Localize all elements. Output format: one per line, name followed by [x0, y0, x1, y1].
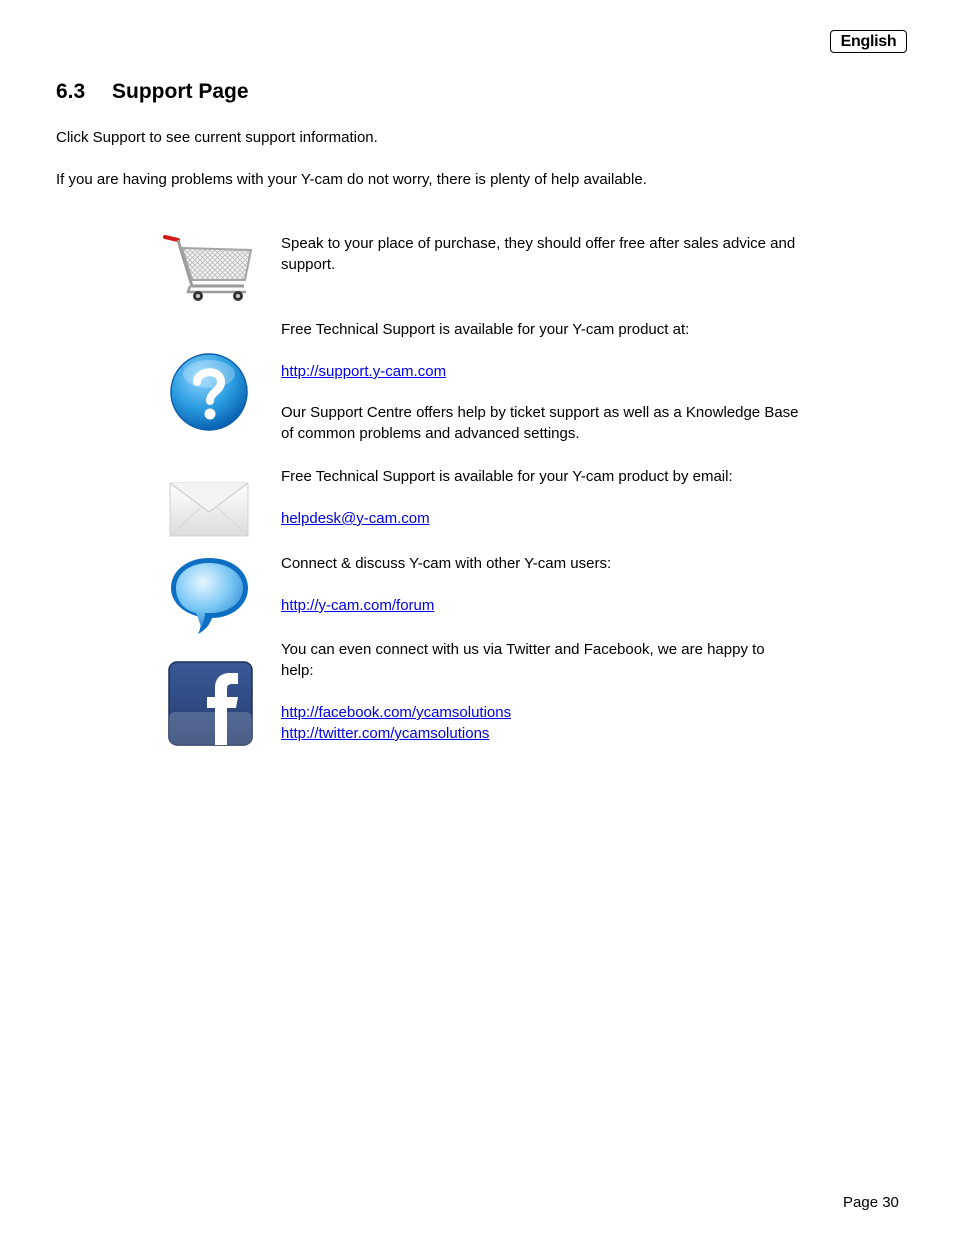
- purchase-text: Speak to your place of purchase, they should offer free after sales advice and support.: [281, 235, 796, 273]
- question-mark-icon: [169, 352, 251, 434]
- intro-text: Click Support to see current support information.: [56, 129, 378, 146]
- forum-link[interactable]: http://y-cam.com/forum: [281, 597, 435, 614]
- page-number: Page 30: [843, 1194, 899, 1211]
- twitter-link-row: [281, 723, 801, 744]
- facebook-link[interactable]: http://facebook.com/ycamsolutions: [281, 704, 512, 721]
- facebook-icon: [167, 660, 255, 748]
- section-number: 6.3: [56, 80, 86, 103]
- email-link-row: [281, 508, 801, 529]
- tech-support-intro: Free Technical Support is available for your Y-cam product at:: [281, 321, 690, 338]
- twitter-link[interactable]: http://twitter.com/ycamsolutions: [281, 725, 490, 742]
- shopping-cart-icon: [160, 230, 256, 304]
- tech-support-description: Our Support Centre offers help by ticket support as well as a Knowledge Base of common problems and advanced settings.: [281, 404, 799, 442]
- intro-text-2: If you are having problems with your Y-cam do not worry, there is plenty of help available.: [56, 171, 647, 188]
- support-site-link[interactable]: http://support.y-cam.com: [281, 363, 447, 380]
- speech-bubble-icon: [168, 555, 252, 637]
- social-intro: You can even connect with us via Twitter and Facebook, we are happy to help:: [281, 641, 765, 679]
- section-heading: [56, 78, 249, 106]
- helpdesk-email-link[interactable]: helpdesk@y-cam.com: [281, 510, 430, 527]
- language-badge: English: [830, 30, 907, 53]
- tech-support-link-row: [281, 361, 801, 382]
- forum-link-row: [281, 595, 801, 616]
- email-support-intro: Free Technical Support is available for your Y-cam product by email:: [281, 468, 733, 485]
- facebook-link-row: [281, 702, 801, 723]
- section-title: Support Page: [112, 80, 249, 103]
- forum-intro: Connect & discuss Y-cam with other Y-cam users:: [281, 555, 612, 572]
- envelope-icon: [169, 482, 251, 538]
